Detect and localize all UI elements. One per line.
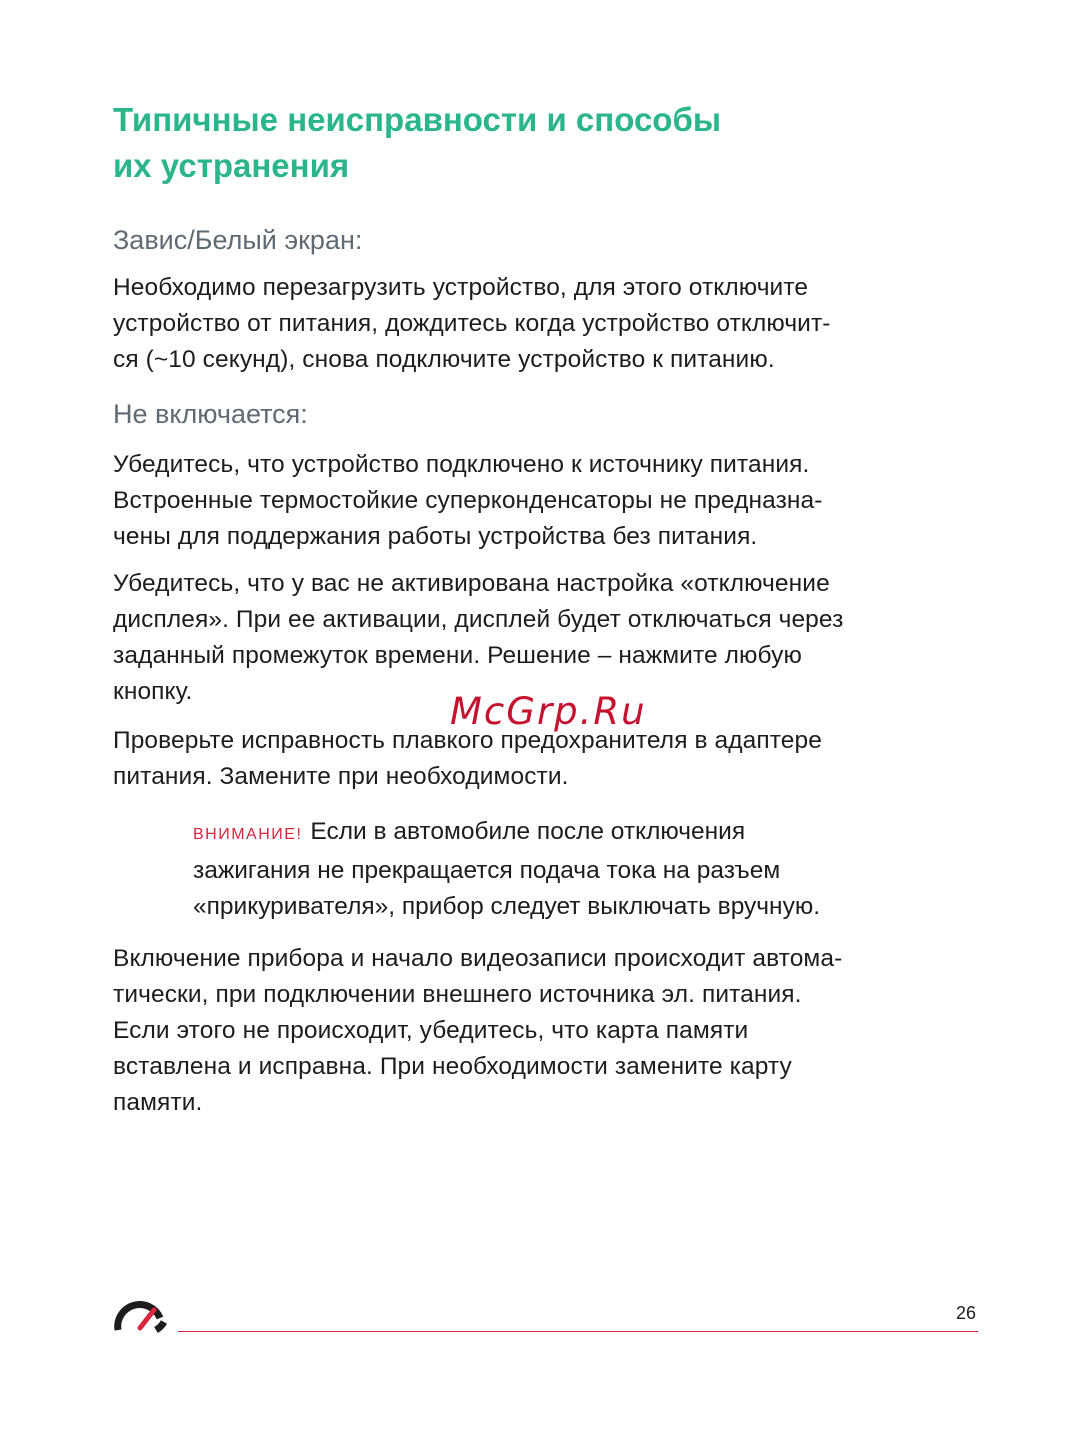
text-line: Необходимо перезагрузить устройство, для этого отключите bbox=[113, 274, 809, 301]
warning-first-line bbox=[193, 814, 983, 853]
title-line-2: их устранения bbox=[113, 147, 350, 184]
title-line-1: Типичные неисправности и способы bbox=[113, 101, 722, 138]
paragraph-display-off bbox=[113, 566, 983, 710]
warning-note bbox=[193, 814, 983, 925]
page-number: 26 bbox=[956, 1303, 977, 1323]
footer-divider bbox=[178, 1331, 978, 1332]
paragraph-power-check bbox=[113, 447, 983, 555]
watermark: McGrp.Ru bbox=[450, 690, 647, 733]
text-line: Убедитесь, что у вас не активирована настройка «отключение bbox=[113, 570, 830, 597]
text-line: тически, при подключении внешнего источника эл. питания. bbox=[113, 981, 802, 1008]
text-line: Если в автомобиле после отключения bbox=[310, 818, 746, 845]
paragraph-restart bbox=[113, 270, 983, 378]
text-line: дисплея». При ее активации, дисплей будет отключаться через bbox=[113, 606, 844, 633]
text-line: заданный промежуток времени. Решение – нажмите любую bbox=[113, 642, 802, 669]
text-line: Включение прибора и начало видеозаписи происходит автома- bbox=[113, 945, 843, 972]
warning-label: ВНИМАНИЕ! bbox=[193, 826, 303, 843]
page-title bbox=[113, 97, 993, 189]
text-line: Если этого не происходит, убедитесь, что карта памяти bbox=[113, 1017, 749, 1044]
text-line: вставлена и исправна. При необходимости замените карту bbox=[113, 1053, 792, 1080]
text-line: чены для поддержания работы устройства без питания. bbox=[113, 523, 758, 550]
text-line: устройство от питания, дождитесь когда устройство отключит- bbox=[113, 310, 831, 337]
text-line: Встроенные термостойкие суперконденсаторы не предназна- bbox=[113, 487, 823, 514]
text-line: Убедитесь, что устройство подключено к источнику питания. bbox=[113, 451, 810, 478]
paragraph-fuse bbox=[113, 723, 983, 795]
text-line: Проверьте исправность плавкого предохранителя в адаптере bbox=[113, 727, 822, 754]
speedometer-logo-icon bbox=[110, 1296, 170, 1336]
section-heading-freeze: Завис/Белый экран: bbox=[113, 225, 363, 255]
text-line: ся (~10 секунд), снова подключите устройство к питанию. bbox=[113, 346, 775, 373]
text-line: памяти. bbox=[113, 1089, 203, 1116]
text-line: питания. Замените при необходимости. bbox=[113, 763, 569, 790]
text-line: кнопку. bbox=[113, 678, 193, 705]
section-heading-no-power: Не включается: bbox=[113, 399, 308, 429]
text-line: «прикуривателя», прибор следует выключать вручную. bbox=[193, 893, 821, 920]
text-line: зажигания не прекращается подача тока на разъем bbox=[193, 857, 781, 884]
paragraph-auto-start bbox=[113, 941, 983, 1121]
